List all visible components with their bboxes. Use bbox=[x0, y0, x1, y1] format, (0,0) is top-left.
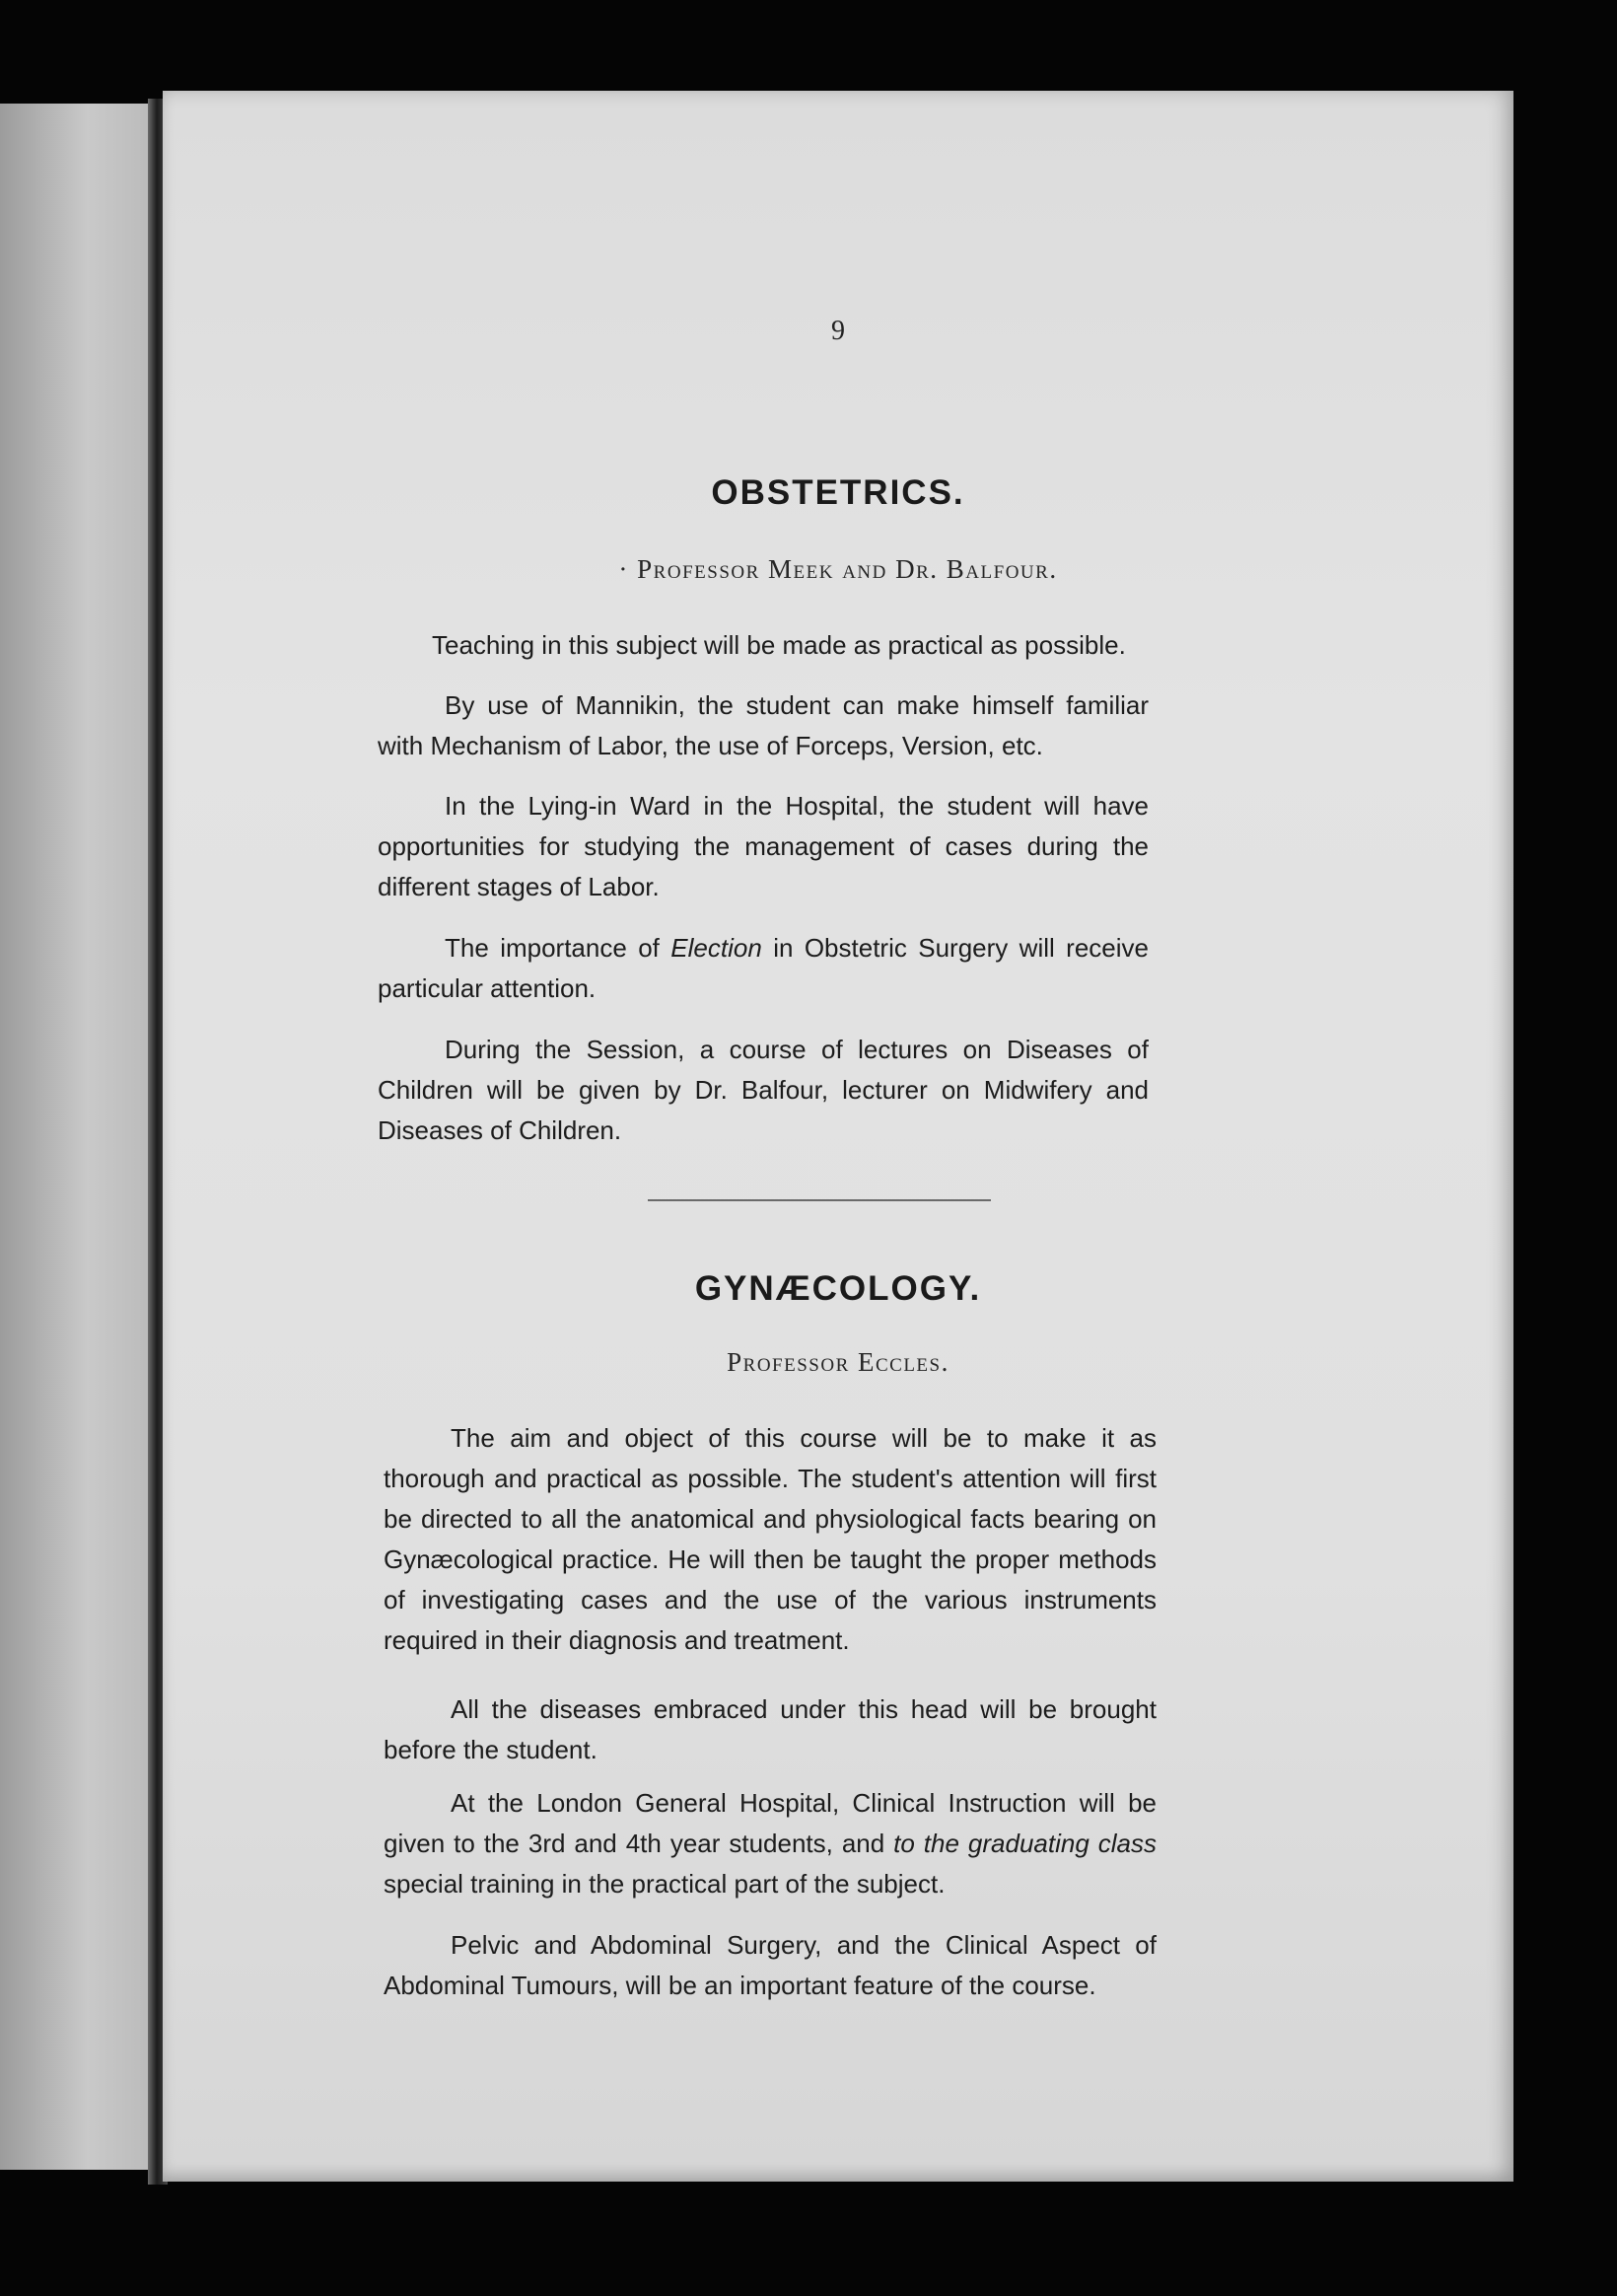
election-emphasis: Election bbox=[670, 933, 762, 963]
hospital-text-before: At the London General Hospital, Clinical Instruction will be given to the 3rd and 4th year students, and bbox=[384, 1788, 1157, 1858]
gynaecology-paragraph-surgery: Pelvic and Abdominal Surgery, and the Clinical Aspect of Abdominal Tumours, will be an important feature of the course. bbox=[384, 1930, 1157, 2000]
page bbox=[163, 91, 1513, 2182]
election-text-before: The importance of bbox=[445, 933, 671, 963]
page-number: 9 bbox=[831, 316, 845, 346]
section-divider bbox=[648, 1199, 991, 1201]
obstetrics-instructors: · Professor Meek and Dr. Balfour. bbox=[618, 554, 1058, 584]
obstetrics-paragraph-diseases-of-children: During the Session, a course of lectures on Diseases of Children will be given by Dr. Balfour, lecturer on Midwifery and Diseases of Children. bbox=[378, 1035, 1149, 1145]
graduating-class-emphasis: to the graduating class bbox=[893, 1829, 1157, 1858]
gynaecology-paragraph-hospital bbox=[384, 1783, 1157, 1904]
obstetrics-paragraph-mannikin: By use of Mannikin, the student can make himself familiar with Mechanism of Labor, the use of Forceps, Version, etc. bbox=[378, 690, 1149, 760]
obstetrics-paragraph-practical: Teaching in this subject will be made as practical as possible. bbox=[432, 630, 1126, 660]
election-text-after: in Obstetric Surgery will receive particular attention. bbox=[378, 933, 1149, 1003]
gynaecology-paragraph-aim: The aim and object of this course will be to make it as thorough and practical as possible. The student's attention will first be directed to all the anatomical and physiological facts bearing on Gynæcological practice. He will then be taught the proper methods of investigating cases and the use of the various instruments required in their diagnosis and treatment. bbox=[384, 1423, 1157, 1655]
hospital-text-after: special training in the practical part of the subject. bbox=[384, 1869, 946, 1899]
gynaecology-title: GYNÆCOLOGY. bbox=[694, 1269, 982, 1308]
obstetrics-paragraph-election bbox=[378, 928, 1149, 1009]
gynaecology-paragraph-diseases: All the diseases embraced under this head will be brought before the student. bbox=[384, 1694, 1157, 1764]
facing-page-edge bbox=[0, 104, 160, 2170]
gynaecology-instructors: Professor Eccles. bbox=[727, 1347, 949, 1377]
obstetrics-title: OBSTETRICS. bbox=[711, 473, 965, 512]
obstetrics-paragraph-lying-in-ward: In the Lying-in Ward in the Hospital, the student will have opportunities for studying the management of cases during the different stages of Labor. bbox=[378, 791, 1149, 901]
